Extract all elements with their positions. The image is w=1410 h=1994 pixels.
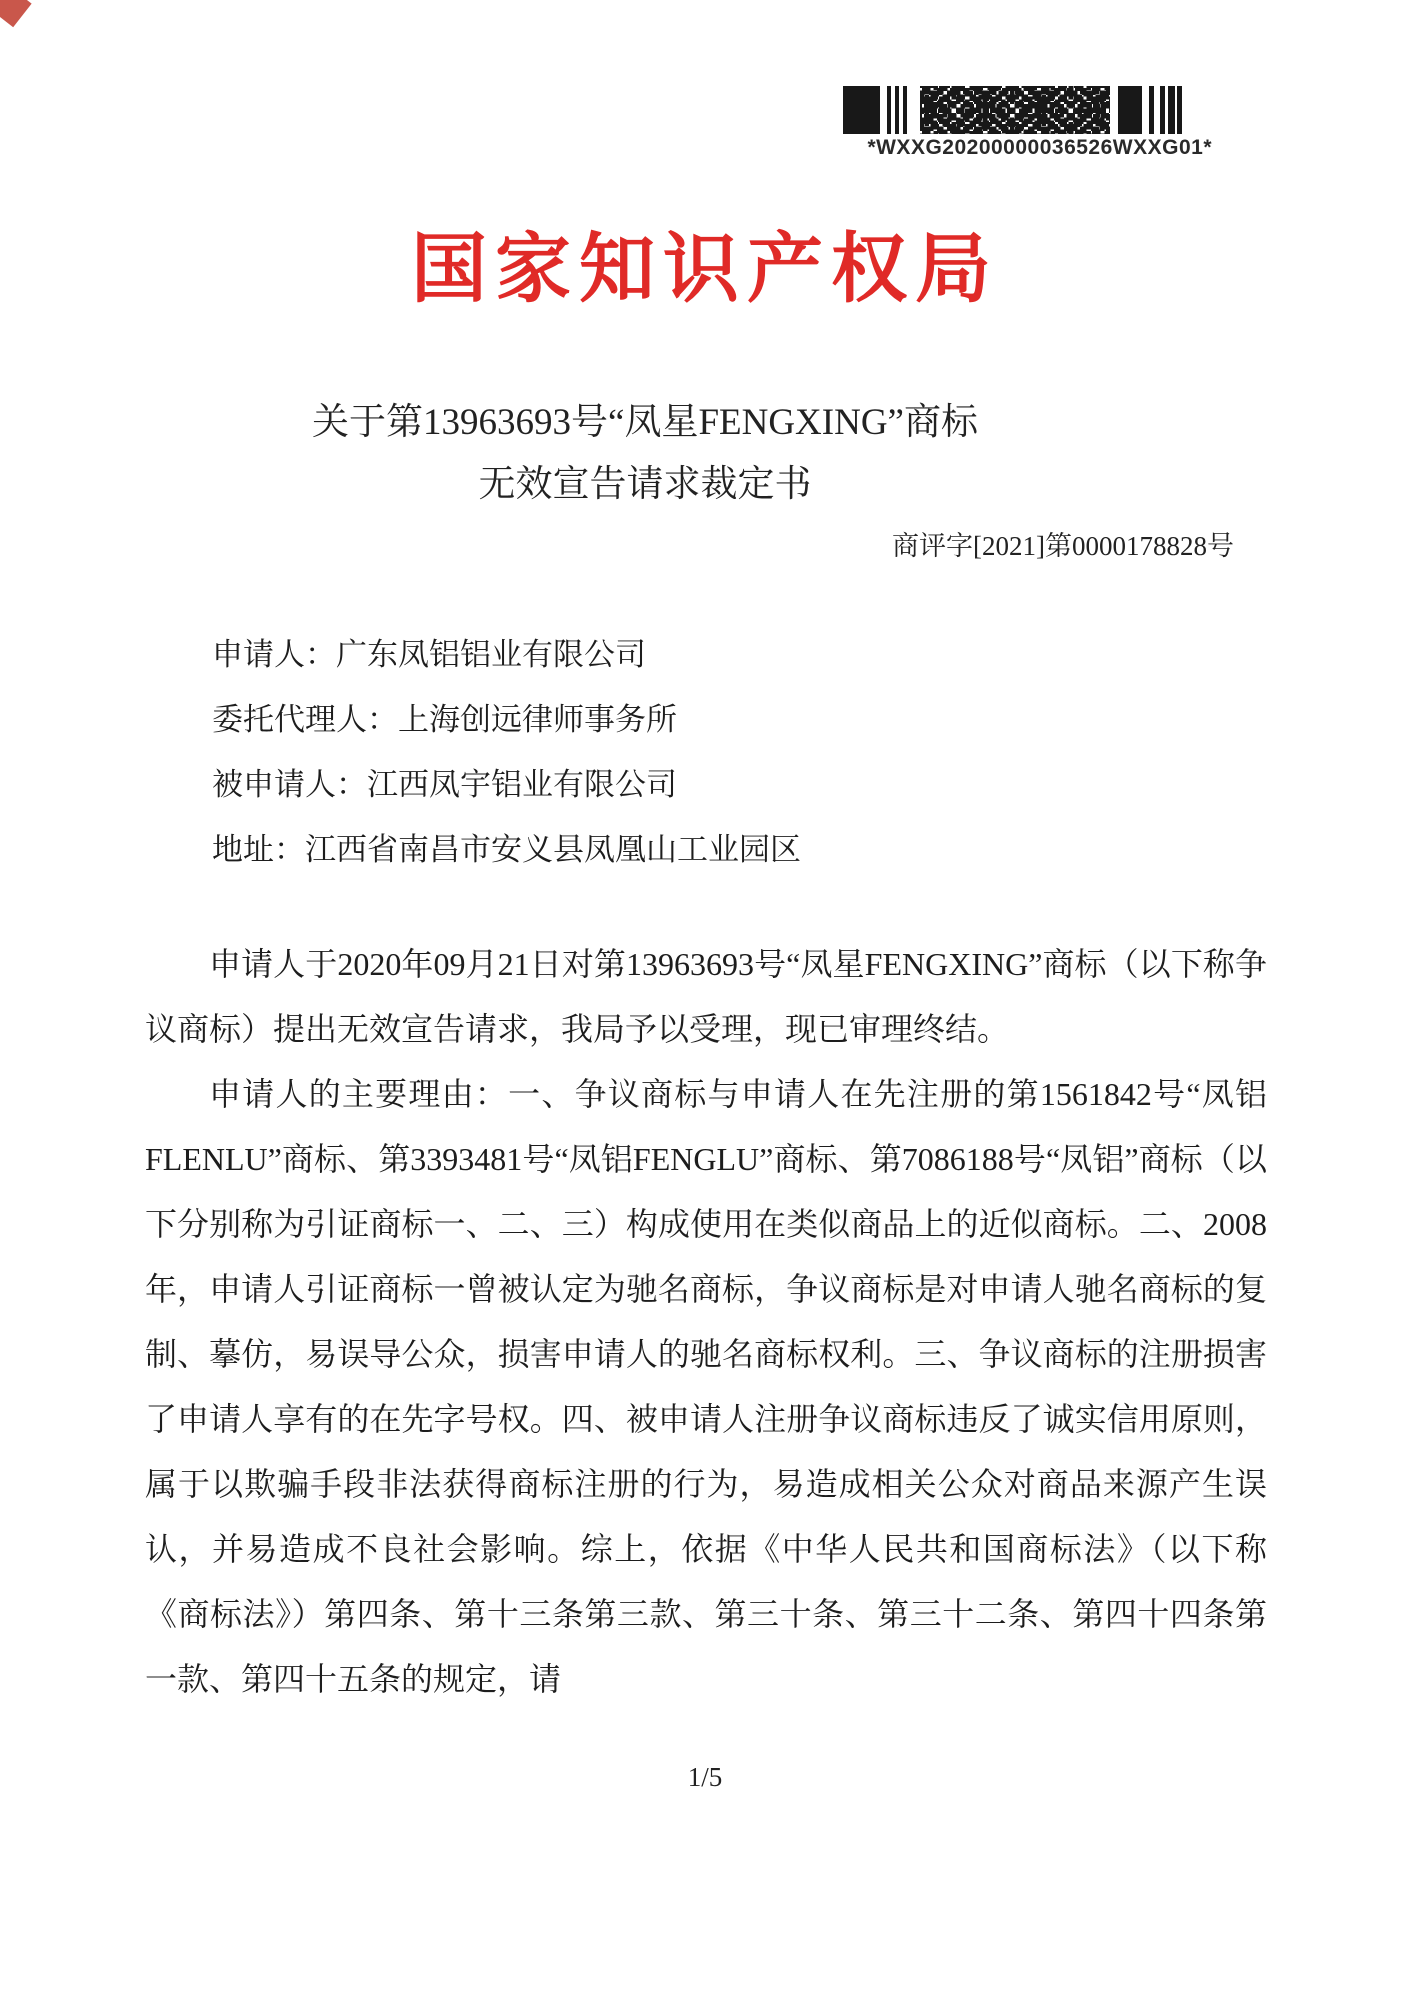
barcode-data-region: [920, 86, 1110, 134]
barcode-bar: [1149, 86, 1154, 134]
parties-block: [212, 622, 1272, 882]
paragraph-applicant-reasons: 申请人的主要理由：一、争议商标与申请人在先注册的第1561842号“凤铝 FLENLU”商标、第3393481号“凤铝FENGLU”商标、第7086188号“凤铝”商标（以下分别称为引证商标一、二、三）构成使用在类似商品上的近似商标。二、2008年，申请人引证商标一曾被认定为驰名商标，争议商标是对申请人驰名商标的复制、摹仿，易误导公众，损害申请人的驰名商标权利。三、争议商标的注册损害了申请人享有的在先字号权。四、被申请人注册争议商标违反了诚实信用原则，属于以欺骗手段非法获得商标注册的行为，易造成相关公众对商品来源产生误认，并易造成不良社会影响。综上，依据《中华人民共和国商标法》（以下称《商标法》）第四条、第十三条第三款、第三十条、第三十二条、第四十四条第一款、第四十五条的规定，请: [145, 1076, 1267, 1697]
body-text: [145, 932, 1267, 1712]
barcode-label: *WXXG20200000036526WXXG01*: [867, 136, 1212, 159]
barcode-bar: [1177, 86, 1182, 134]
barcode-block: [843, 86, 880, 134]
barcode-bar: [1168, 86, 1175, 134]
barcode-block: [1118, 86, 1142, 134]
party-line-address: 地址：江西省南昌市安义县凤凰山工业园区: [212, 832, 801, 867]
document-title-line1: 关于第13963693号“凤星FENGXING”商标: [312, 402, 978, 443]
document-title-line2: 无效宣告请求裁定书: [478, 464, 812, 505]
agency-title: 国家知识产权局: [411, 227, 999, 312]
barcode-2d-icon: [843, 86, 1195, 134]
party-line-agent: 委托代理人：上海创远律师事务所: [212, 702, 677, 737]
page-number: 1/5: [687, 1762, 723, 1792]
party-line-respondent: 被申请人：江西凤宇铝业有限公司: [212, 767, 677, 802]
scan-smudge: [0, 0, 32, 27]
paragraph-case-intro: 申请人于2020年09月21日对第13963693号“凤星FENGXING”商标（以下称争议商标）提出无效宣告请求，我局予以受理，现已审理终结。: [145, 946, 1267, 1047]
document-title: [145, 392, 1145, 516]
barcode-bar: [887, 86, 891, 134]
barcode-bar: [895, 86, 899, 134]
barcode-bar: [903, 86, 907, 134]
barcode-bar: [1160, 86, 1165, 134]
party-line-applicant: 申请人：广东凤铝铝业有限公司: [212, 637, 646, 672]
document-number: 商评字[2021]第0000178828号: [892, 531, 1234, 561]
